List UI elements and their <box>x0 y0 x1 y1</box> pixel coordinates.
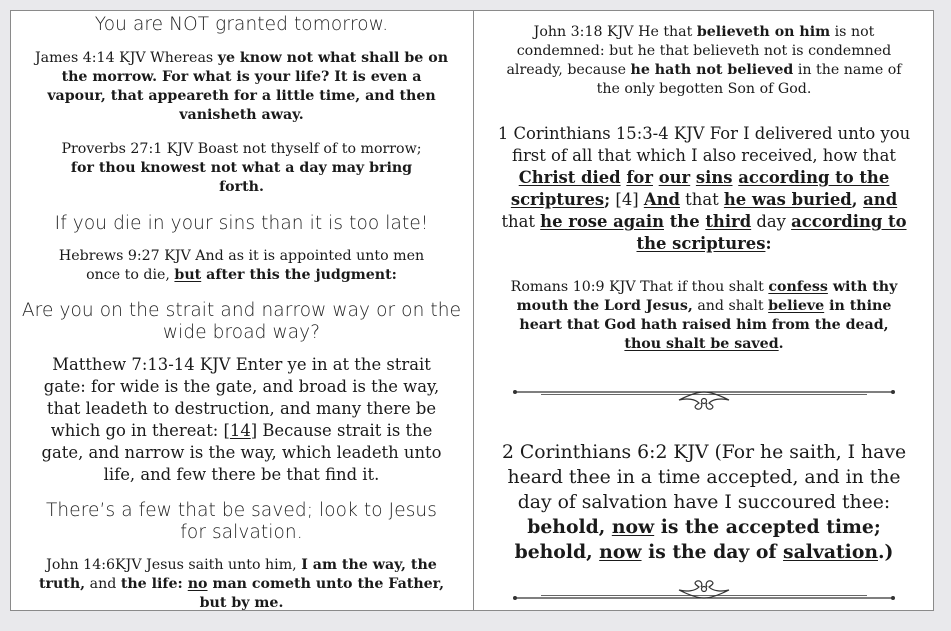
heading-few-saved: There’s a few that be saved; look to Jesus for salvation. <box>46 500 437 543</box>
verse-1-corinthians-15-3-4: 1 Corinthians 15:3-4 KJV For I delivered unto you first of all that which I also received, how that Christ died for our sins according to the scriptures; [4] And that he was buried, and that he rose again the third day according to the scriptures: <box>497 124 911 253</box>
column-divider <box>473 10 474 611</box>
heading-narrow-way: Are you on the strait and narrow way or on the wide broad way? <box>21 300 462 343</box>
flourish-divider-bottom-icon <box>511 578 897 602</box>
verse-matthew-7-13-14: Matthew 7:13-14 KJV Enter ye in at the strait gate: for wide is the gate, and broad is the way, that leadeth to destruction, and many there be which go in thereat: [14] Because strait is the gate, and narrow is the way, which leadeth unto life, and few there be that find it. <box>41 355 442 484</box>
heading-die-in-sins: If you die in your sins than it is too late! <box>54 213 429 234</box>
verse-john-3-18: John 3:18 KJV He that believeth on him is not condemned: but he that believeth not is condemned already, because he hath not believed in the name of the only begotten Son of God. <box>506 24 902 97</box>
flourish-divider-top-icon <box>511 388 897 412</box>
verse-james-4-14: James 4:14 KJV Whereas ye know not what shall be on the morrow. For what is your life? It is even a vapour, that appeareth for a little time, and then vanisheth away. <box>34 50 449 123</box>
verse-hebrews-9-27: Hebrews 9:27 KJV And as it is appointed unto men once to die, but after this the judgment: <box>58 248 425 283</box>
heading-tomorrow: You are NOT granted tomorrow. <box>94 14 389 35</box>
verse-2-corinthians-6-2: 2 Corinthians 6:2 KJV (For he saith, I have heard thee in a time accepted, and in the day of salvation have I succoured thee: behold, now is the accepted time; behold, now is the day of salvation.) <box>501 442 907 563</box>
verse-proverbs-27-1: Proverbs 27:1 KJV Boast not thyself of to morrow; for thou knowest not what a day may bring forth. <box>61 141 422 195</box>
verse-john-14-6: John 14:6KJV Jesus saith unto him, I am the way, the truth, and the life: no man cometh unto the Father, but by me. <box>38 557 445 611</box>
verse-romans-10-9: Romans 10:9 KJV That if thou shalt confess with thy mouth the Lord Jesus, and shalt believe in thine heart that God hath raised him from the dead, thou shalt be saved. <box>510 279 898 352</box>
